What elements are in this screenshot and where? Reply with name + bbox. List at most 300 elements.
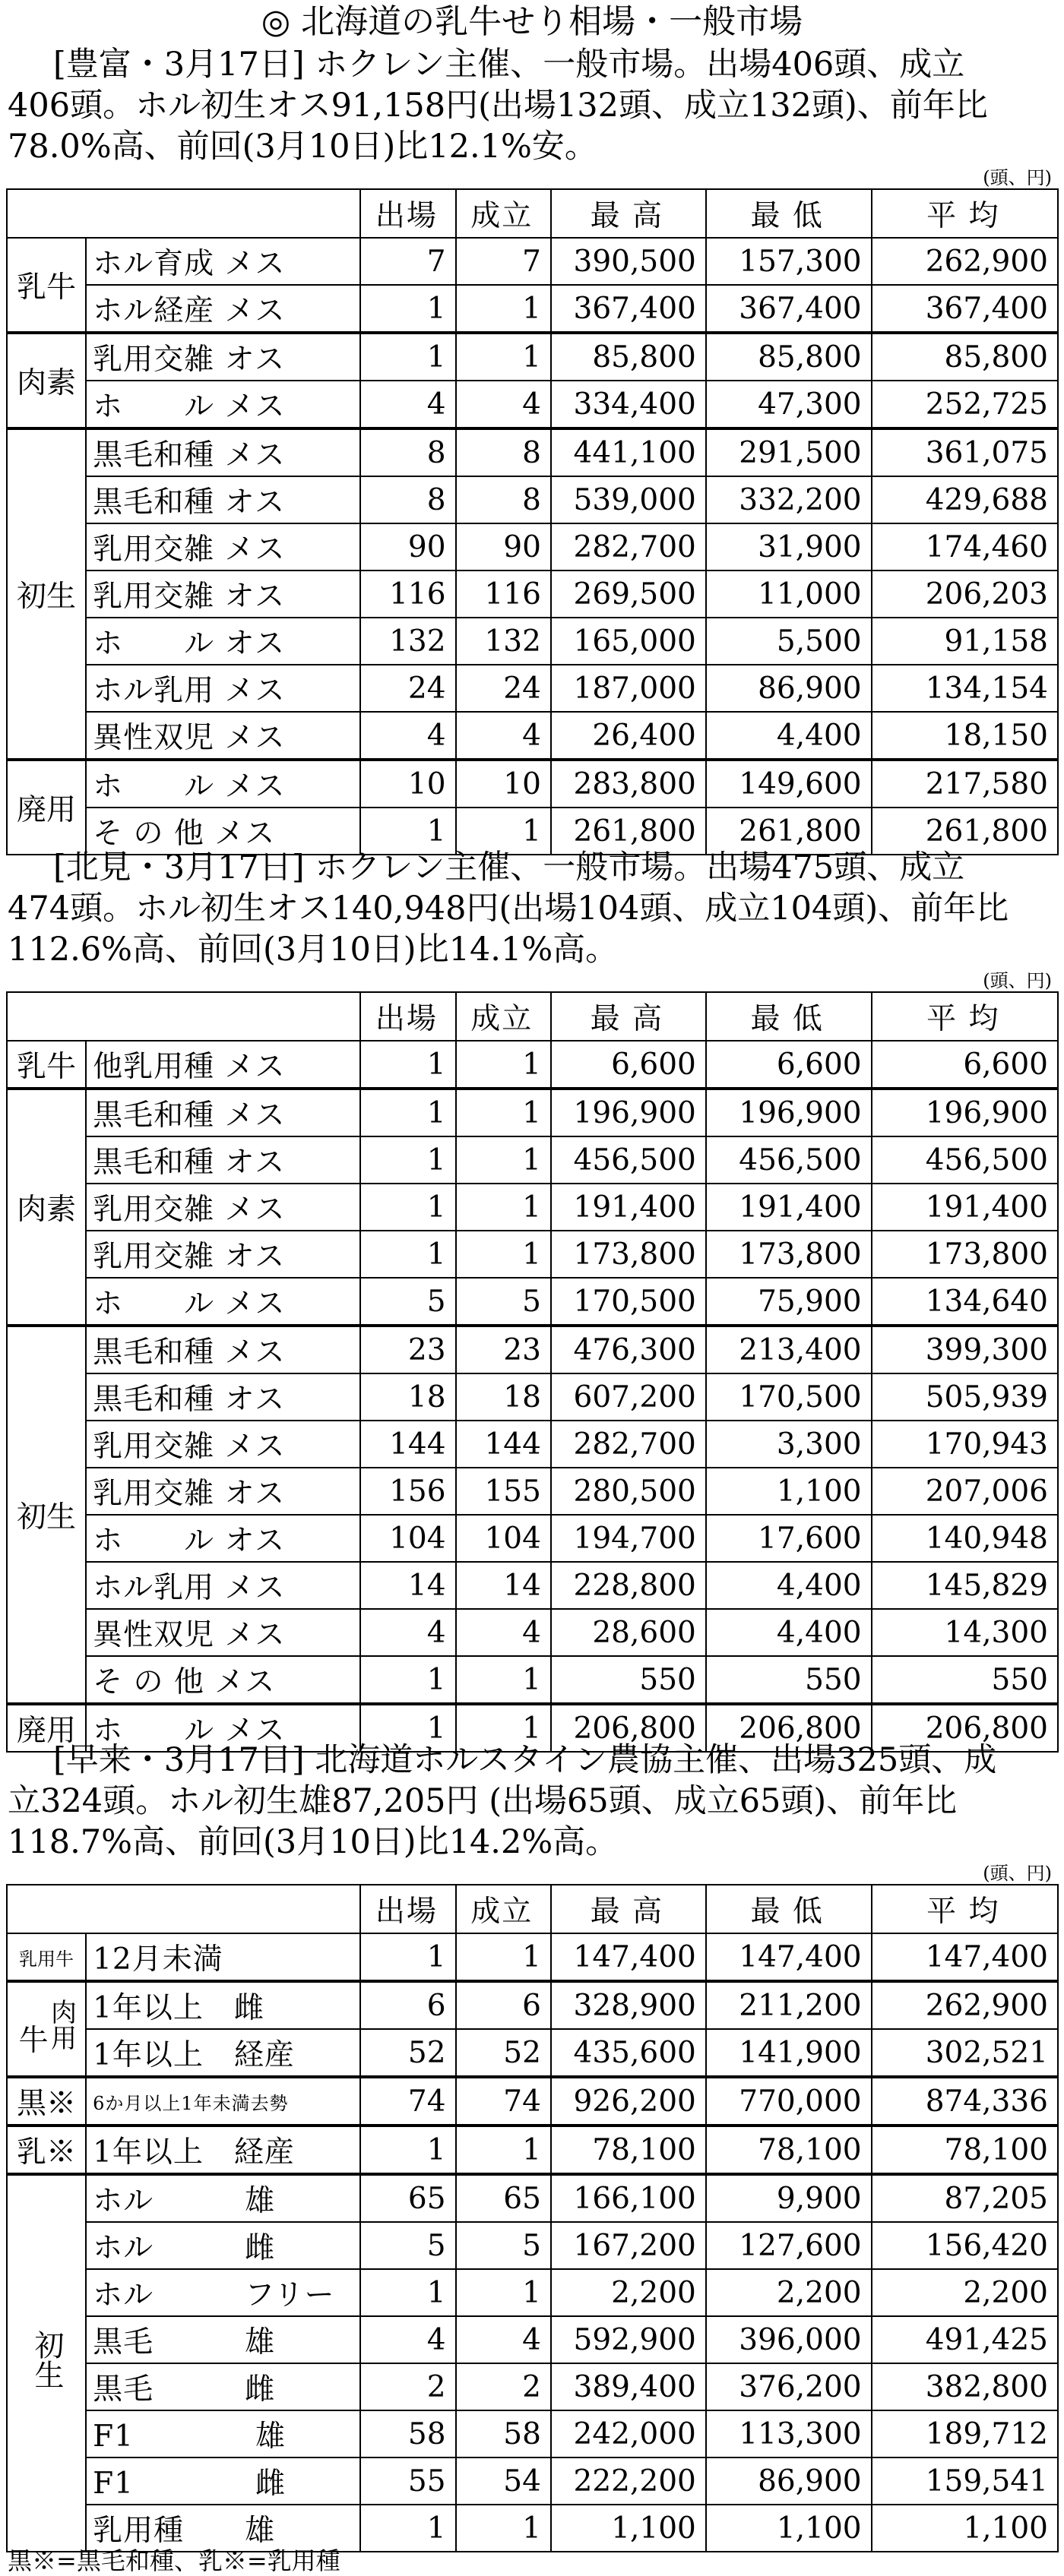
group-label bbox=[7, 238, 86, 333]
max-price-cell: 334,400 bbox=[551, 381, 706, 428]
entries-cell: 1 bbox=[360, 2126, 455, 2174]
item-cell: F1 雄 bbox=[86, 2410, 360, 2457]
max-price-cell: 269,500 bbox=[551, 571, 706, 618]
max-price-cell: 1,100 bbox=[551, 2505, 706, 2552]
table-row bbox=[7, 2126, 1058, 2174]
max-price-cell: 170,500 bbox=[551, 1278, 706, 1326]
min-price-cell: 170,500 bbox=[706, 1373, 872, 1421]
min-price-cell: 4,400 bbox=[706, 1609, 872, 1656]
intro-line: [北見・3月17日] ホクレン主催、一般市場。出場475頭、成立 bbox=[53, 849, 965, 887]
entries-cell: 10 bbox=[360, 760, 455, 808]
item-cell: ホル経産 メス bbox=[86, 285, 360, 333]
item-cell: 黒毛和種 オス bbox=[86, 1136, 360, 1184]
column-header: 平 均 bbox=[872, 189, 1058, 238]
min-price-cell: 127,600 bbox=[706, 2222, 872, 2269]
sold-cell: 74 bbox=[456, 2077, 551, 2126]
max-price-cell: 456,500 bbox=[551, 1136, 706, 1184]
intro-line: 立324頭。ホル初生雄87,205円 (出場65頭、成立65頭)、前年比 bbox=[8, 1782, 958, 1820]
footnote: 黒※=黒毛和種、乳※=乳用種 bbox=[8, 2546, 340, 2575]
max-price-cell: 926,200 bbox=[551, 2077, 706, 2126]
unit-note: (頭、円) bbox=[983, 970, 1052, 991]
item-cell: 1年以上 雌 bbox=[86, 1981, 360, 2029]
sold-cell: 2 bbox=[456, 2363, 551, 2410]
item-cell: ホ ル メス bbox=[86, 381, 360, 428]
entries-cell: 1 bbox=[360, 1656, 455, 1704]
min-price-cell: 173,800 bbox=[706, 1231, 872, 1278]
avg-price-cell: 302,521 bbox=[872, 2029, 1058, 2077]
entries-cell: 156 bbox=[360, 1468, 455, 1515]
max-price-cell: 282,700 bbox=[551, 1421, 706, 1468]
item-cell: 黒毛和種 メス bbox=[86, 1089, 360, 1136]
entries-cell: 2 bbox=[360, 2363, 455, 2410]
min-price-cell: 456,500 bbox=[706, 1136, 872, 1184]
sold-cell: 1 bbox=[456, 1656, 551, 1704]
sold-cell: 4 bbox=[456, 712, 551, 760]
sold-cell: 24 bbox=[456, 665, 551, 712]
table-row bbox=[7, 2269, 1058, 2316]
entries-cell: 4 bbox=[360, 1609, 455, 1656]
column-header: 出場 bbox=[360, 189, 455, 238]
avg-price-cell: 261,800 bbox=[872, 808, 1058, 855]
item-cell: ホ ル オス bbox=[86, 1515, 360, 1562]
entries-cell: 104 bbox=[360, 1515, 455, 1562]
min-price-cell: 376,200 bbox=[706, 2363, 872, 2410]
avg-price-cell: 1,100 bbox=[872, 2505, 1058, 2552]
group-label-text: 乳※ bbox=[17, 2135, 77, 2170]
sold-cell: 1 bbox=[456, 1704, 551, 1752]
sold-cell: 6 bbox=[456, 1981, 551, 2029]
item-cell: ホ ル メス bbox=[86, 1278, 360, 1326]
sold-cell: 1 bbox=[456, 2126, 551, 2174]
group-label-text: 乳牛 bbox=[17, 1050, 77, 1084]
entries-cell: 90 bbox=[360, 523, 455, 571]
sold-cell: 1 bbox=[456, 1136, 551, 1184]
price-table bbox=[6, 1884, 1059, 2552]
entries-cell: 1 bbox=[360, 1041, 455, 1089]
entries-cell: 4 bbox=[360, 712, 455, 760]
table-row bbox=[7, 523, 1058, 571]
avg-price-cell: 14,300 bbox=[872, 1609, 1058, 1656]
table-row bbox=[7, 665, 1058, 712]
min-price-cell: 3,300 bbox=[706, 1421, 872, 1468]
min-price-cell: 206,800 bbox=[706, 1704, 872, 1752]
sold-cell: 1 bbox=[456, 1231, 551, 1278]
group-label bbox=[7, 1933, 86, 1981]
avg-price-cell: 145,829 bbox=[872, 1562, 1058, 1609]
max-price-cell: 390,500 bbox=[551, 238, 706, 285]
item-cell: ホ ル オス bbox=[86, 618, 360, 665]
intro-line: 474頭。ホル初生オス140,948円(出場104頭、成立104頭)、前年比 bbox=[8, 890, 1009, 928]
group-label bbox=[7, 333, 86, 428]
sold-cell: 144 bbox=[456, 1421, 551, 1468]
header-row bbox=[7, 1885, 1058, 1933]
min-price-cell: 17,600 bbox=[706, 1515, 872, 1562]
group-label bbox=[7, 1326, 86, 1704]
entries-cell: 1 bbox=[360, 1933, 455, 1981]
group-label bbox=[7, 428, 86, 760]
table-row bbox=[7, 1373, 1058, 1421]
entries-cell: 4 bbox=[360, 2316, 455, 2363]
max-price-cell: 389,400 bbox=[551, 2363, 706, 2410]
entries-cell: 5 bbox=[360, 2222, 455, 2269]
sold-cell: 58 bbox=[456, 2410, 551, 2457]
min-price-cell: 86,900 bbox=[706, 665, 872, 712]
group-label-text: 廃用 bbox=[17, 793, 77, 827]
column-header: 最 高 bbox=[551, 1885, 706, 1933]
entries-cell: 58 bbox=[360, 2410, 455, 2457]
min-price-cell: 11,000 bbox=[706, 571, 872, 618]
entries-cell: 6 bbox=[360, 1981, 455, 2029]
price-table bbox=[6, 991, 1059, 1753]
group-label-text: 牛 bbox=[18, 2024, 49, 2058]
table-row bbox=[7, 2410, 1058, 2457]
intro-line: 112.6%高、前回(3月10日)比14.1%高。 bbox=[8, 931, 619, 969]
avg-price-cell: 207,006 bbox=[872, 1468, 1058, 1515]
min-price-cell: 47,300 bbox=[706, 381, 872, 428]
max-price-cell: 607,200 bbox=[551, 1373, 706, 1421]
table-row bbox=[7, 712, 1058, 760]
max-price-cell: 206,800 bbox=[551, 1704, 706, 1752]
avg-price-cell: 6,600 bbox=[872, 1041, 1058, 1089]
min-price-cell: 78,100 bbox=[706, 2126, 872, 2174]
intro-line: [早来・3月17日] 北海道ホルスタイン農協主催、出場325頭、成 bbox=[53, 1741, 997, 1779]
avg-price-cell: 874,336 bbox=[872, 2077, 1058, 2126]
entries-cell: 8 bbox=[360, 476, 455, 523]
group-label-text: 肉素 bbox=[17, 1193, 77, 1227]
entries-cell: 1 bbox=[360, 808, 455, 855]
min-price-cell: 291,500 bbox=[706, 428, 872, 476]
avg-price-cell: 361,075 bbox=[872, 428, 1058, 476]
market-intro bbox=[0, 44, 1064, 167]
table-row bbox=[7, 1656, 1058, 1704]
group-label-text: 乳用牛 bbox=[19, 1948, 74, 1970]
avg-price-cell: 159,541 bbox=[872, 2457, 1058, 2505]
item-cell: ホル乳用 メス bbox=[86, 1562, 360, 1609]
intro-line: [豊富・3月17日] ホクレン主催、一般市場。出場406頭、成立 bbox=[53, 46, 965, 84]
max-price-cell: 261,800 bbox=[551, 808, 706, 855]
max-price-cell: 476,300 bbox=[551, 1326, 706, 1373]
avg-price-cell: 550 bbox=[872, 1656, 1058, 1704]
min-price-cell: 31,900 bbox=[706, 523, 872, 571]
max-price-cell: 280,500 bbox=[551, 1468, 706, 1515]
avg-price-cell: 262,900 bbox=[872, 238, 1058, 285]
item-cell: 異性双児 メス bbox=[86, 1609, 360, 1656]
intro-line: 118.7%高、前回(3月10日)比14.2%高。 bbox=[8, 1823, 619, 1861]
avg-price-cell: 206,203 bbox=[872, 571, 1058, 618]
min-price-cell: 5,500 bbox=[706, 618, 872, 665]
group-label-text: 初生 bbox=[17, 1500, 77, 1535]
avg-price-cell: 91,158 bbox=[872, 618, 1058, 665]
table-row bbox=[7, 1609, 1058, 1656]
entries-cell: 1 bbox=[360, 1089, 455, 1136]
avg-price-cell: 367,400 bbox=[872, 285, 1058, 333]
item-cell: 黒毛和種 オス bbox=[86, 1373, 360, 1421]
group-label-text: 乳牛 bbox=[17, 270, 77, 305]
column-header: 成立 bbox=[456, 189, 551, 238]
sold-cell: 54 bbox=[456, 2457, 551, 2505]
max-price-cell: 242,000 bbox=[551, 2410, 706, 2457]
sold-cell: 132 bbox=[456, 618, 551, 665]
max-price-cell: 166,100 bbox=[551, 2174, 706, 2222]
entries-cell: 1 bbox=[360, 2505, 455, 2552]
entries-cell: 7 bbox=[360, 238, 455, 285]
max-price-cell: 173,800 bbox=[551, 1231, 706, 1278]
item-cell: 乳用交雑 メス bbox=[86, 1421, 360, 1468]
min-price-cell: 75,900 bbox=[706, 1278, 872, 1326]
avg-price-cell: 399,300 bbox=[872, 1326, 1058, 1373]
min-price-cell: 332,200 bbox=[706, 476, 872, 523]
column-header: 成立 bbox=[456, 992, 551, 1041]
table-row bbox=[7, 238, 1058, 285]
column-header: 成立 bbox=[456, 1885, 551, 1933]
entries-cell: 1 bbox=[360, 285, 455, 333]
item-cell: ホ ル メス bbox=[86, 1704, 360, 1752]
avg-price-cell: 170,943 bbox=[872, 1421, 1058, 1468]
avg-price-cell: 147,400 bbox=[872, 1933, 1058, 1981]
min-price-cell: 1,100 bbox=[706, 2505, 872, 2552]
min-price-cell: 141,900 bbox=[706, 2029, 872, 2077]
max-price-cell: 222,200 bbox=[551, 2457, 706, 2505]
intro-line: 406頭。ホル初生オス91,158円(出場132頭、成立132頭)、前年比 bbox=[8, 87, 988, 125]
entries-cell: 1 bbox=[360, 1184, 455, 1231]
entries-cell: 8 bbox=[360, 428, 455, 476]
sold-cell: 4 bbox=[456, 1609, 551, 1656]
entries-cell: 1 bbox=[360, 333, 455, 381]
column-header: 最 低 bbox=[706, 189, 872, 238]
sold-cell: 1 bbox=[456, 2505, 551, 2552]
table-row bbox=[7, 2222, 1058, 2269]
group-label bbox=[7, 1981, 86, 2077]
sold-cell: 155 bbox=[456, 1468, 551, 1515]
item-cell: F1 雌 bbox=[86, 2457, 360, 2505]
item-cell: 6か月以上1年未満去勢 bbox=[86, 2077, 360, 2126]
entries-cell: 4 bbox=[360, 381, 455, 428]
max-price-cell: 167,200 bbox=[551, 2222, 706, 2269]
min-price-cell: 4,400 bbox=[706, 712, 872, 760]
group-label-text: 肉素 bbox=[17, 366, 77, 400]
page-title: ◎ 北海道の乳牛せり相場・一般市場 bbox=[261, 2, 803, 41]
max-price-cell: 539,000 bbox=[551, 476, 706, 523]
table-row bbox=[7, 1184, 1058, 1231]
group-label bbox=[7, 2126, 86, 2174]
item-cell: 乳用交雑 オス bbox=[86, 333, 360, 381]
entries-cell: 1 bbox=[360, 1231, 455, 1278]
item-cell: ホル 雄 bbox=[86, 2174, 360, 2222]
item-cell: 1年以上 経産 bbox=[86, 2126, 360, 2174]
avg-price-cell: 206,800 bbox=[872, 1704, 1058, 1752]
min-price-cell: 261,800 bbox=[706, 808, 872, 855]
item-cell: ホル育成 メス bbox=[86, 238, 360, 285]
max-price-cell: 592,900 bbox=[551, 2316, 706, 2363]
avg-price-cell: 2,200 bbox=[872, 2269, 1058, 2316]
sold-cell: 52 bbox=[456, 2029, 551, 2077]
max-price-cell: 441,100 bbox=[551, 428, 706, 476]
table-row bbox=[7, 1089, 1058, 1136]
min-price-cell: 4,400 bbox=[706, 1562, 872, 1609]
column-header: 出場 bbox=[360, 992, 455, 1041]
avg-price-cell: 134,640 bbox=[872, 1278, 1058, 1326]
column-header: 出場 bbox=[360, 1885, 455, 1933]
max-price-cell: 196,900 bbox=[551, 1089, 706, 1136]
max-price-cell: 191,400 bbox=[551, 1184, 706, 1231]
table-row bbox=[7, 381, 1058, 428]
item-cell: 黒毛 雄 bbox=[86, 2316, 360, 2363]
max-price-cell: 28,600 bbox=[551, 1609, 706, 1656]
item-cell: ホル乳用 メス bbox=[86, 665, 360, 712]
min-price-cell: 157,300 bbox=[706, 238, 872, 285]
entries-cell: 23 bbox=[360, 1326, 455, 1373]
entries-cell: 14 bbox=[360, 1562, 455, 1609]
max-price-cell: 283,800 bbox=[551, 760, 706, 808]
avg-price-cell: 191,400 bbox=[872, 1184, 1058, 1231]
entries-cell: 24 bbox=[360, 665, 455, 712]
entries-cell: 74 bbox=[360, 2077, 455, 2126]
sold-cell: 116 bbox=[456, 571, 551, 618]
item-cell: 異性双児 メス bbox=[86, 712, 360, 760]
sold-cell: 104 bbox=[456, 1515, 551, 1562]
min-price-cell: 191,400 bbox=[706, 1184, 872, 1231]
min-price-cell: 213,400 bbox=[706, 1326, 872, 1373]
sold-cell: 10 bbox=[456, 760, 551, 808]
min-price-cell: 149,600 bbox=[706, 760, 872, 808]
max-price-cell: 147,400 bbox=[551, 1933, 706, 1981]
sold-cell: 1 bbox=[456, 1933, 551, 1981]
avg-price-cell: 18,150 bbox=[872, 712, 1058, 760]
sold-cell: 4 bbox=[456, 2316, 551, 2363]
max-price-cell: 26,400 bbox=[551, 712, 706, 760]
min-price-cell: 9,900 bbox=[706, 2174, 872, 2222]
group-label-text: 初生 bbox=[30, 2330, 65, 2389]
max-price-cell: 367,400 bbox=[551, 285, 706, 333]
header-blank-cell bbox=[7, 189, 360, 238]
unit-note: (頭、円) bbox=[983, 1863, 1052, 1884]
avg-price-cell: 217,580 bbox=[872, 760, 1058, 808]
avg-price-cell: 505,939 bbox=[872, 1373, 1058, 1421]
avg-price-cell: 85,800 bbox=[872, 333, 1058, 381]
sold-cell: 90 bbox=[456, 523, 551, 571]
group-label bbox=[7, 1041, 86, 1089]
table-row bbox=[7, 1136, 1058, 1184]
min-price-cell: 147,400 bbox=[706, 1933, 872, 1981]
table-row bbox=[7, 1278, 1058, 1326]
max-price-cell: 85,800 bbox=[551, 333, 706, 381]
entries-cell: 5 bbox=[360, 1278, 455, 1326]
avg-price-cell: 173,800 bbox=[872, 1231, 1058, 1278]
sold-cell: 1 bbox=[456, 333, 551, 381]
table-row bbox=[7, 476, 1058, 523]
item-cell: 黒毛和種 オス bbox=[86, 476, 360, 523]
header-blank-cell bbox=[7, 1885, 360, 1933]
max-price-cell: 194,700 bbox=[551, 1515, 706, 1562]
max-price-cell: 78,100 bbox=[551, 2126, 706, 2174]
min-price-cell: 1,100 bbox=[706, 1468, 872, 1515]
avg-price-cell: 196,900 bbox=[872, 1089, 1058, 1136]
item-cell: 乳用種 雄 bbox=[86, 2505, 360, 2552]
max-price-cell: 228,800 bbox=[551, 1562, 706, 1609]
column-header: 最 低 bbox=[706, 992, 872, 1041]
table-row bbox=[7, 1468, 1058, 1515]
item-cell: ホル 雌 bbox=[86, 2222, 360, 2269]
market-intro bbox=[0, 1740, 1064, 1863]
avg-price-cell: 78,100 bbox=[872, 2126, 1058, 2174]
table-row bbox=[7, 2316, 1058, 2363]
entries-cell: 1 bbox=[360, 1136, 455, 1184]
column-header: 平 均 bbox=[872, 1885, 1058, 1933]
sold-cell: 1 bbox=[456, 1041, 551, 1089]
avg-price-cell: 134,154 bbox=[872, 665, 1058, 712]
avg-price-cell: 87,205 bbox=[872, 2174, 1058, 2222]
item-cell: 乳用交雑 メス bbox=[86, 523, 360, 571]
table-row bbox=[7, 1326, 1058, 1373]
item-cell: 1年以上 経産 bbox=[86, 2029, 360, 2077]
table-row bbox=[7, 1041, 1058, 1089]
group-label-text: 初生 bbox=[17, 580, 77, 614]
sold-cell: 8 bbox=[456, 428, 551, 476]
table-row bbox=[7, 1421, 1058, 1468]
market-section-hayakita bbox=[0, 1740, 1064, 2552]
group-label-text: 廃用 bbox=[17, 1714, 77, 1748]
max-price-cell: 2,200 bbox=[551, 2269, 706, 2316]
item-cell: 他乳用種 メス bbox=[86, 1041, 360, 1089]
avg-price-cell: 456,500 bbox=[872, 1136, 1058, 1184]
sold-cell: 1 bbox=[456, 2269, 551, 2316]
item-cell: 乳用交雑 オス bbox=[86, 1231, 360, 1278]
table-row bbox=[7, 1933, 1058, 1981]
price-table bbox=[6, 188, 1059, 855]
min-price-cell: 770,000 bbox=[706, 2077, 872, 2126]
item-cell: ホル フリー bbox=[86, 2269, 360, 2316]
market-section-kitami bbox=[0, 847, 1064, 1753]
sold-cell: 5 bbox=[456, 2222, 551, 2269]
avg-price-cell: 189,712 bbox=[872, 2410, 1058, 2457]
item-cell: そ の 他 メス bbox=[86, 1656, 360, 1704]
table-row bbox=[7, 2029, 1058, 2077]
table-row bbox=[7, 571, 1058, 618]
table-row bbox=[7, 1562, 1058, 1609]
header-row bbox=[7, 992, 1058, 1041]
column-header: 最 高 bbox=[551, 992, 706, 1041]
avg-price-cell: 140,948 bbox=[872, 1515, 1058, 1562]
item-cell: 黒毛和種 メス bbox=[86, 428, 360, 476]
item-cell: ホ ル メス bbox=[86, 760, 360, 808]
sold-cell: 1 bbox=[456, 1184, 551, 1231]
table-row bbox=[7, 285, 1058, 333]
table-row bbox=[7, 333, 1058, 381]
entries-cell: 52 bbox=[360, 2029, 455, 2077]
max-price-cell: 6,600 bbox=[551, 1041, 706, 1089]
unit-note: (頭、円) bbox=[983, 167, 1052, 188]
entries-cell: 132 bbox=[360, 618, 455, 665]
market-intro bbox=[0, 847, 1064, 970]
max-price-cell: 282,700 bbox=[551, 523, 706, 571]
sold-cell: 18 bbox=[456, 1373, 551, 1421]
avg-price-cell: 429,688 bbox=[872, 476, 1058, 523]
item-cell: 乳用交雑 メス bbox=[86, 1184, 360, 1231]
table-row bbox=[7, 2363, 1058, 2410]
min-price-cell: 113,300 bbox=[706, 2410, 872, 2457]
avg-price-cell: 491,425 bbox=[872, 2316, 1058, 2363]
group-label bbox=[7, 760, 86, 855]
sold-cell: 14 bbox=[456, 1562, 551, 1609]
sold-cell: 65 bbox=[456, 2174, 551, 2222]
item-cell: 乳用交雑 オス bbox=[86, 1468, 360, 1515]
table-row bbox=[7, 1981, 1058, 2029]
entries-cell: 116 bbox=[360, 571, 455, 618]
table-row bbox=[7, 1515, 1058, 1562]
entries-cell: 55 bbox=[360, 2457, 455, 2505]
header-blank-cell bbox=[7, 992, 360, 1041]
table-row bbox=[7, 2505, 1058, 2552]
